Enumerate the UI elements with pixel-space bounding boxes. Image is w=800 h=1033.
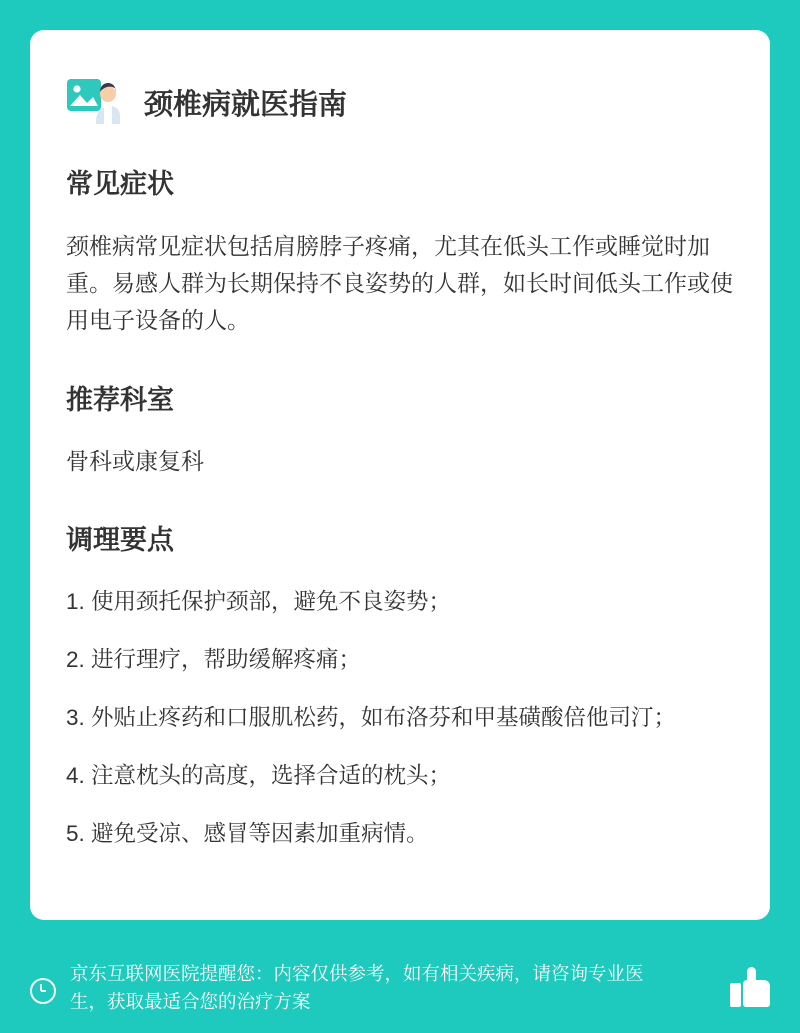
document-image-icon	[66, 78, 120, 124]
page-title: 颈椎病就医指南	[144, 89, 348, 121]
care-points-list	[66, 584, 734, 852]
section-heading-symptoms: 常见症状	[66, 169, 174, 199]
footer	[30, 960, 770, 1017]
list-item: 5. 避免受凉、感冒等因素加重病情。	[66, 820, 429, 846]
list-item: 4. 注意枕头的高度，选择合适的枕头；	[66, 762, 452, 788]
guide-card	[30, 30, 770, 920]
section-heading-department: 推荐科室	[66, 384, 174, 415]
footer-disclaimer-text: 京东互联网医院提醒您：内容仅供参考，如有相关疾病，请咨询专业医生，获取最适合您的治疗方案	[70, 962, 644, 1013]
thumbs-up-icon[interactable]	[730, 963, 770, 1007]
footer-disclaimer-group	[30, 960, 680, 1017]
list-item: 2. 进行理疗，帮助缓解疼痛；	[66, 646, 362, 672]
section-body-symptoms: 颈椎病常见症状包括肩膀脖子疼痛，尤其在低头工作或睡觉时加重。易感人群为长期保持不良姿势的人群，如长时间低头工作或使用电子设备的人。	[66, 232, 733, 334]
section-heading-care-points: 调理要点	[66, 525, 174, 556]
list-item: 1. 使用颈托保护颈部，避免不良姿势；	[66, 588, 452, 614]
title-row	[66, 64, 734, 124]
section-body-department: 骨科或康复科	[66, 448, 204, 475]
list-item: 3. 外贴止疼药和口服肌松药，如布洛芬和甲基磺酸倍他司汀；	[66, 704, 677, 730]
clock-icon	[30, 978, 56, 1004]
